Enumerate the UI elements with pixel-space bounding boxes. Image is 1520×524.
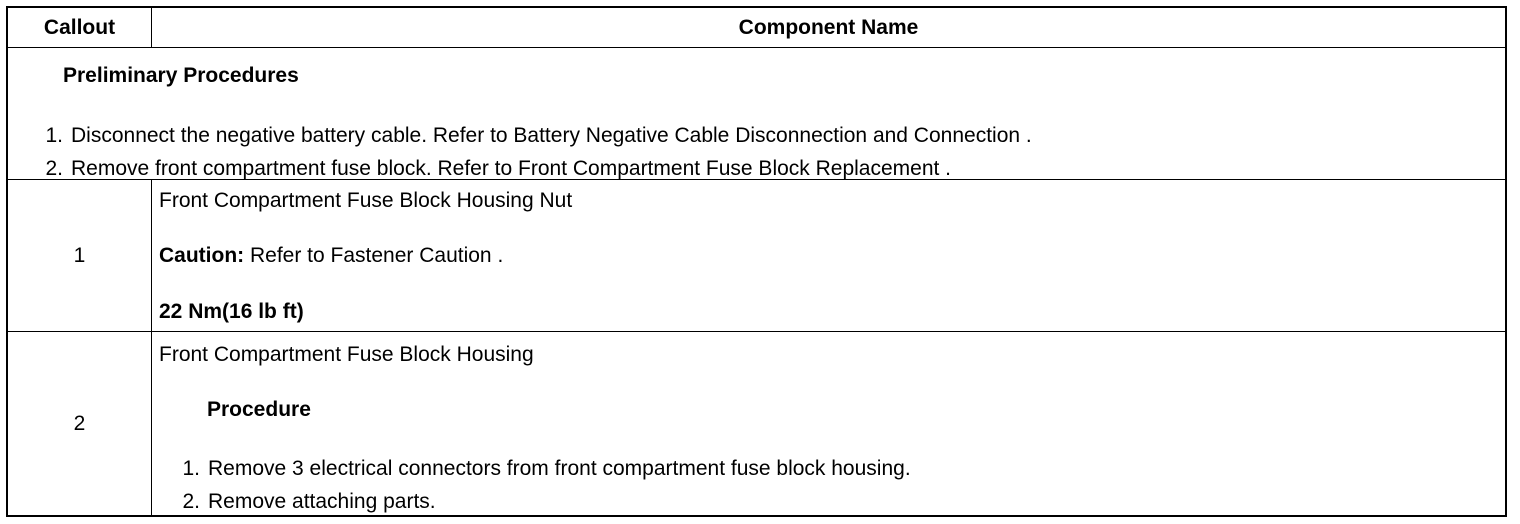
preliminary-title: Preliminary Procedures [63, 64, 299, 87]
component-name-column-header: Component Name [152, 8, 1506, 48]
preliminary-step-list [8, 119, 1032, 185]
procedure-table-frame [6, 6, 1507, 517]
component-cell [152, 180, 1506, 332]
table-row [8, 332, 1505, 517]
preliminary-row [8, 48, 1505, 180]
procedure-step-list [152, 452, 911, 518]
table-header-row [8, 8, 1505, 48]
step-text: Remove 3 electrical connectors from front compartment fuse block housing. [208, 457, 911, 480]
step-number: 1. [45, 124, 63, 147]
step-number: 1. [182, 457, 200, 480]
step-text: Remove attaching parts. [208, 490, 436, 513]
preliminary-cell [8, 48, 1505, 180]
procedure-title: Procedure [207, 398, 311, 421]
step-number: 2. [45, 157, 63, 180]
component-name: Front Compartment Fuse Block Housing [159, 343, 534, 366]
callout-number: 2 [8, 332, 152, 517]
table-row [8, 180, 1505, 332]
callout-column-header: Callout [8, 8, 152, 48]
torque-spec: 22 Nm(16 lb ft) [159, 300, 304, 323]
procedure-table [8, 8, 1505, 517]
list-item [152, 452, 911, 485]
step-number: 2. [182, 490, 200, 513]
list-item [152, 485, 911, 518]
caution-text: Refer to Fastener Caution . [244, 244, 504, 267]
component-name: Front Compartment Fuse Block Housing Nut [159, 189, 573, 212]
caution-note [159, 244, 503, 268]
step-text: Disconnect the negative battery cable. Refer to Battery Negative Cable Disconnection and Connection . [71, 124, 1032, 147]
caution-label: Caution: [159, 244, 245, 267]
step-text: Remove front compartment fuse block. Refer to Front Compartment Fuse Block Replacement . [71, 157, 952, 180]
list-item [8, 119, 1032, 152]
component-cell [152, 332, 1506, 517]
callout-number: 1 [8, 180, 152, 332]
